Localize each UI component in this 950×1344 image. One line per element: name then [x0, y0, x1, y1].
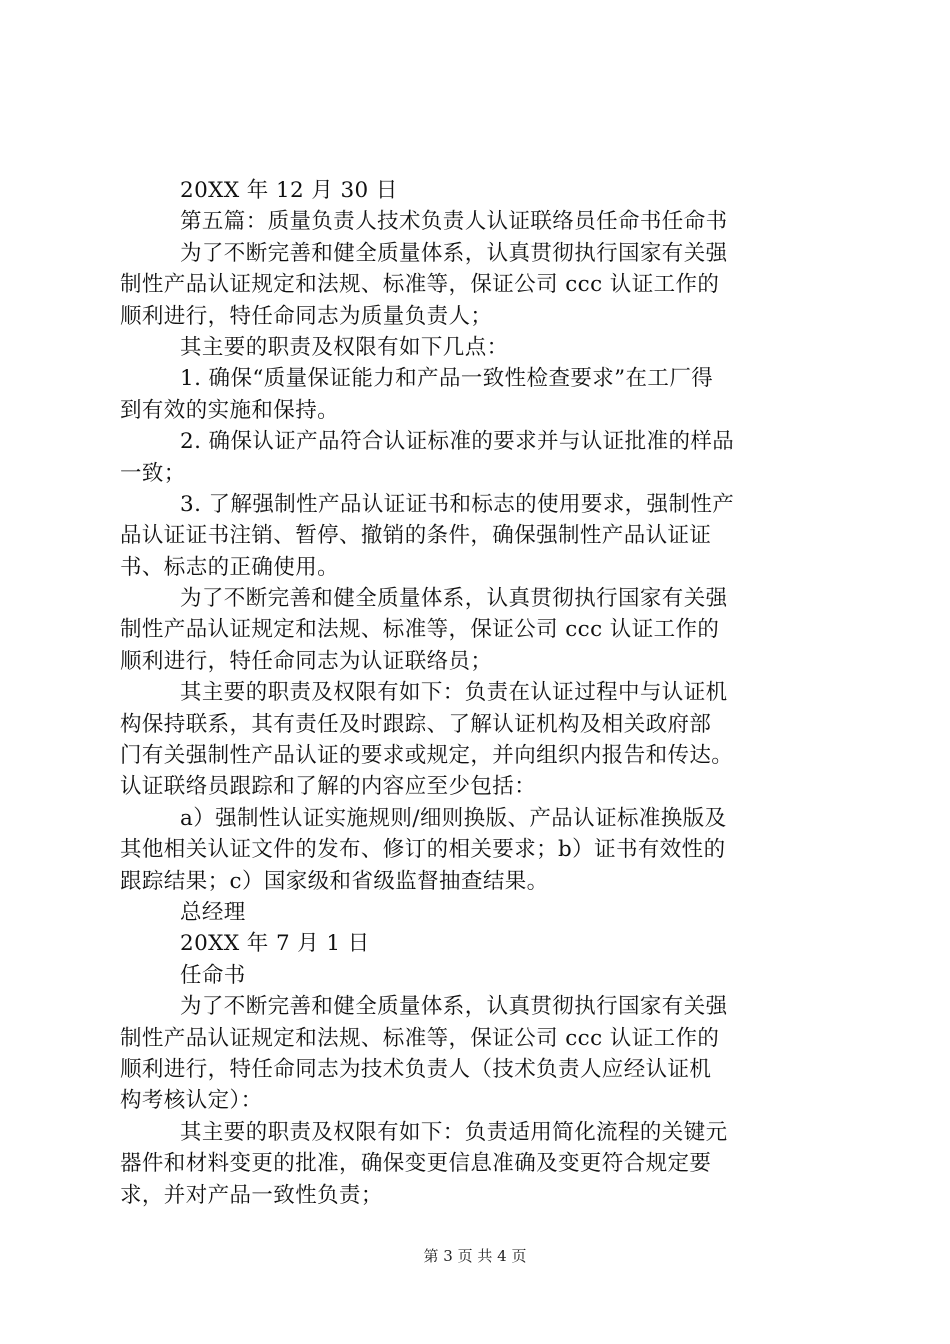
text-line: 求，并对产品一致性负责； — [120, 1182, 383, 1208]
text-line: 构考核认定）： — [120, 1088, 263, 1114]
text-line: 其主要的职责及权限有如下：负责在认证过程中与认证机 — [180, 680, 728, 706]
text-line: 其主要的职责及权限有如下几点： — [180, 334, 509, 360]
text-line: a）强制性认证实施规则/细则换版、产品认证标准换版及 — [180, 805, 727, 831]
text-line: 20XX 年 7 月 1 日 — [180, 931, 370, 957]
text-line: 一致； — [120, 460, 186, 486]
text-line: 为了不断完善和健全质量体系，认真贯彻执行国家有关强 — [180, 240, 728, 266]
page-footer: 第 3 页 共 4 页 — [423, 1247, 527, 1265]
text-line: 顺利进行，特任命同志为技术负责人（技术负责人应经认证机 — [120, 1056, 712, 1082]
text-line: 任命书 — [180, 962, 246, 988]
text-line: 门有关强制性产品认证的要求或规定，并向组织内报告和传达。 — [120, 743, 734, 769]
text-line: 品认证证书注销、暂停、撤销的条件，确保强制性产品认证证 — [120, 523, 712, 549]
text-line: 1. 确保“质量保证能力和产品一致性检查要求”在工厂得 — [180, 366, 714, 392]
text-line: 第五篇：质量负责人技术负责人认证联络员任命书任命书 — [180, 209, 728, 235]
text-line: 其他相关认证文件的发布、修订的相关要求；b）证书有效性的 — [120, 837, 726, 863]
text-line: 制性产品认证规定和法规、标准等，保证公司 ccc 认证工作的 — [120, 272, 720, 298]
text-line: 20XX 年 12 月 30 日 — [180, 178, 398, 203]
text-line: 跟踪结果；c）国家级和省级监督抽查结果。 — [120, 868, 549, 894]
text-line: 2. 确保认证产品符合认证标准的要求并与认证批准的样品 — [180, 429, 735, 455]
text-line: 顺利进行，特任命同志为质量负责人； — [120, 303, 493, 329]
text-line: 其主要的职责及权限有如下：负责适用简化流程的关键元 — [180, 1119, 728, 1145]
text-line: 认证联络员跟踪和了解的内容应至少包括： — [120, 774, 537, 800]
document-body — [120, 175, 840, 1211]
text-line: 3. 了解强制性产品认证证书和标志的使用要求，强制性产 — [180, 491, 735, 517]
text-line: 为了不断完善和健全质量体系，认真贯彻执行国家有关强 — [180, 994, 728, 1020]
text-line: 到有效的实施和保持。 — [120, 397, 340, 423]
text-line: 制性产品认证规定和法规、标准等，保证公司 ccc 认证工作的 — [120, 1025, 720, 1051]
text-line: 构保持联系，其有责任及时跟踪、了解认证机构及相关政府部 — [120, 711, 712, 737]
text-line: 制性产品认证规定和法规、标准等，保证公司 ccc 认证工作的 — [120, 617, 720, 643]
text-line: 为了不断完善和健全质量体系，认真贯彻执行国家有关强 — [180, 586, 728, 612]
text-line: 总经理 — [180, 899, 246, 925]
text-line: 顺利进行，特任命同志为认证联络员； — [120, 648, 493, 674]
text-line: 书、标志的正确使用。 — [120, 554, 340, 580]
text-line: 器件和材料变更的批准，确保变更信息准确及变更符合规定要 — [120, 1151, 712, 1177]
